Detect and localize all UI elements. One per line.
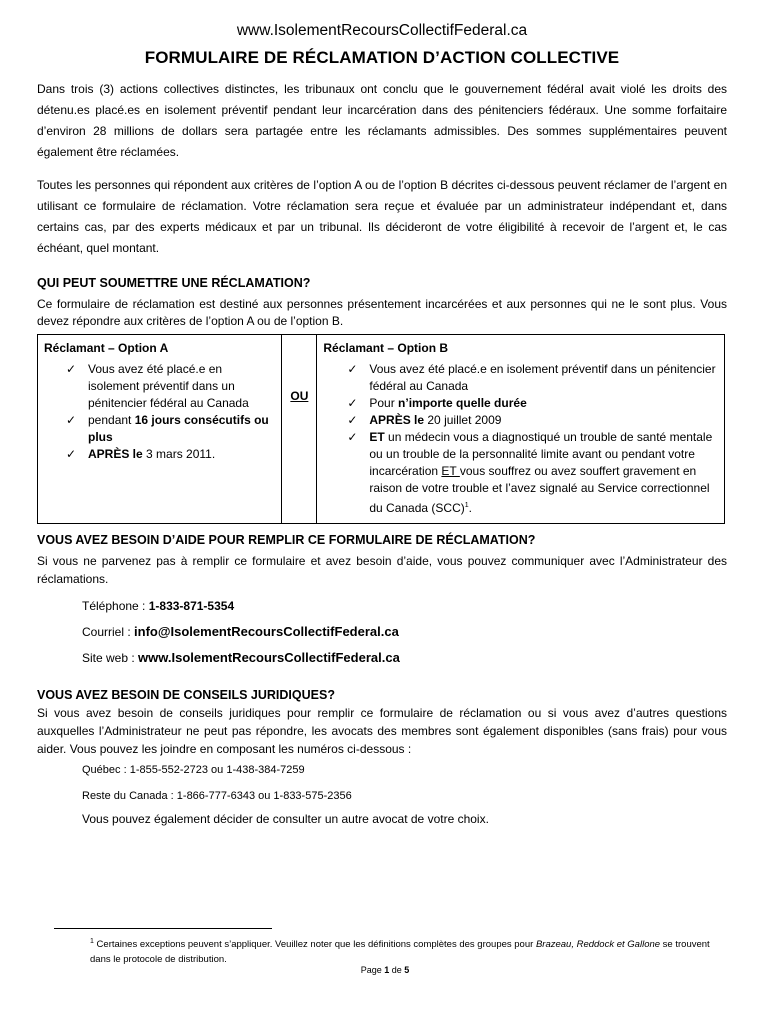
checkmark-icon: ✓	[66, 413, 77, 427]
who-can-claim-text: Ce formulaire de réclamation est destiné aux personnes présentement incarcérées et aux personnes qui ne le sont plus. Vous devez répondre aux critères de l’option A ou de l’option B.	[37, 297, 727, 328]
option-b-list	[323, 361, 718, 517]
legal-advice-text: Si vous avez besoin de conseils juridiques pour remplir ce formulaire de réclamation ou si vous avez d’autres questions auxquelles l’Administrateur ne peut pas répondre, les avocats des membres sont également disponibles (sans frais) pour vous aider. Vous pouvez les joindre en composant les numéros ci-dessous :	[37, 706, 727, 756]
email-contact	[82, 622, 727, 642]
option-a-item-text: 3 mars 2011.	[142, 447, 216, 461]
option-a-item-bold: 16 jours consécutifs ou plus	[88, 413, 269, 444]
intro-paragraph-2: Toutes les personnes qui répondent aux critères de l’option A ou de l’option B décrites ci-dessous peuvent réclamer de l’argent en utilisant ce formulaire de réclamation. Votre réclamation sera reçue et évaluée par un administrateur indépendant et, dans certains cas, par des experts médicaux et par un tribunal. Ils décideront de votre éligibilité à recevoir de l’argent et, le cas échéant, quel montant.	[37, 178, 727, 255]
page-current: 1	[384, 965, 390, 975]
footnote	[90, 934, 730, 967]
option-b-item-text: .	[468, 501, 472, 515]
footnote-italic: Brazeau, Reddock et Gallone	[535, 939, 661, 951]
who-can-claim-heading: QUI PEUT SOUMETTRE UNE RÉCLAMATION?	[37, 276, 311, 290]
intro-paragraph-1: Dans trois (3) actions collectives distinctes, les tribunaux ont conclu que le gouvernement fédéral avait violé les droits des détenu.es placé.es en isolement préventif pendant leur incarcération dans des pénitenciers fédéraux. Une somme forfaitaire d’environ 28 millions de dollars sera partagée entre les réclamants admissibles. Des sommes supplémentaires peuvent également être réclamées.	[37, 82, 727, 159]
email-label: Courriel :	[82, 625, 135, 639]
option-a-item	[44, 412, 275, 446]
footnote-ref[interactable]: 1	[464, 502, 469, 509]
page-label: de	[389, 965, 405, 975]
option-b-item-bold: APRÈS le	[369, 413, 425, 427]
option-b-item	[323, 395, 718, 412]
option-b-item	[323, 412, 718, 429]
page-label: Page	[360, 965, 385, 975]
or-label: OU	[290, 389, 309, 403]
option-b-item-text: vous souffrez ou avez souffert gravement en raison de votre trouble et l’avez signalé au Service correctionnel du Canada (SCC)	[369, 464, 710, 515]
options-table	[37, 334, 725, 524]
website-link[interactable]: www.IsolementRecoursCollectifFederal.ca	[138, 650, 400, 665]
option-a-item-bold: APRÈS le	[88, 447, 143, 461]
option-a-list	[44, 361, 275, 463]
checkmark-icon: ✓	[347, 413, 358, 427]
option-b-cell	[317, 335, 725, 524]
option-a-heading: Réclamant – Option A	[44, 341, 169, 355]
web-label: Site web :	[82, 651, 139, 665]
checkmark-icon: ✓	[347, 430, 358, 444]
option-a-item-text: Vous avez été placé.e en isolement préventif dans un pénitencier fédéral au Canada	[88, 362, 249, 410]
quebec-phone-numbers[interactable]: Québec : 1-855-552-2723 ou 1-438-384-7259	[82, 764, 305, 776]
checkmark-icon: ✓	[347, 362, 358, 376]
form-title: FORMULAIRE DE RÉCLAMATION D’ACTION COLLECTIVE	[144, 48, 620, 67]
rest-of-canada-phone-numbers[interactable]: Reste du Canada : 1-866-777-6343 ou 1-833-575-2356	[82, 790, 352, 802]
option-b-item-underline: ET	[441, 464, 460, 478]
option-b-item	[323, 361, 718, 395]
phone-contact	[82, 596, 727, 616]
option-a-item-text: pendant	[88, 413, 135, 427]
option-b-item-text: Vous avez été placé.e en isolement préventif dans un pénitencier fédéral au Canada	[369, 362, 716, 393]
help-heading: VOUS AVEZ BESOIN D’AIDE POUR REMPLIR CE FORMULAIRE DE RÉCLAMATION?	[37, 533, 536, 547]
legal-advice-heading: VOUS AVEZ BESOIN DE CONSEILS JURIDIQUES?	[37, 688, 335, 702]
option-a-item	[44, 361, 275, 412]
option-b-item-bold: n’importe quelle durée	[398, 396, 527, 410]
checkmark-icon: ✓	[347, 396, 358, 410]
website-header[interactable]: www.IsolementRecoursCollectifFederal.ca	[236, 22, 528, 39]
document-page	[37, 0, 727, 828]
option-b-item	[323, 429, 718, 517]
footnote-divider	[54, 928, 272, 929]
option-b-item-text: Pour	[369, 396, 399, 410]
other-lawyer-text: Vous pouvez également décider de consulter un autre avocat de votre choix.	[82, 812, 489, 826]
footnote-text: se trouvent dans le protocole de distribution.	[90, 939, 710, 966]
option-a-item	[44, 446, 275, 463]
option-b-item-text: un médecin vous a diagnostiqué un trouble de santé mentale ou un trouble de la personnalité limite avant ou pendant votre incarcération	[369, 430, 713, 478]
option-a-cell	[38, 335, 282, 524]
checkmark-icon: ✓	[66, 362, 77, 376]
help-text: Si vous ne parvenez pas à remplir ce formulaire et avez besoin d’aide, vous pouvez communiquer avec l’Administrateur des réclamations.	[37, 554, 727, 586]
option-b-heading: Réclamant – Option B	[323, 341, 449, 355]
footnote-number: 1	[90, 938, 94, 945]
checkmark-icon: ✓	[66, 447, 77, 461]
page-total: 5	[404, 965, 410, 975]
phone-number[interactable]: 1-833-871-5354	[148, 599, 235, 613]
option-b-item-text: 20 juillet 2009	[424, 413, 502, 427]
email-link[interactable]: info@IsolementRecoursCollectifFederal.ca	[134, 624, 399, 639]
option-b-item-bold: ET	[369, 430, 385, 444]
page-number	[0, 965, 770, 975]
phone-label: Téléphone :	[82, 599, 149, 613]
web-contact	[82, 648, 727, 668]
footnote-text: Certaines exceptions peuvent s’appliquer. Veuillez noter que les définitions complètes des groupes pour	[93, 939, 536, 951]
or-cell	[282, 335, 317, 524]
